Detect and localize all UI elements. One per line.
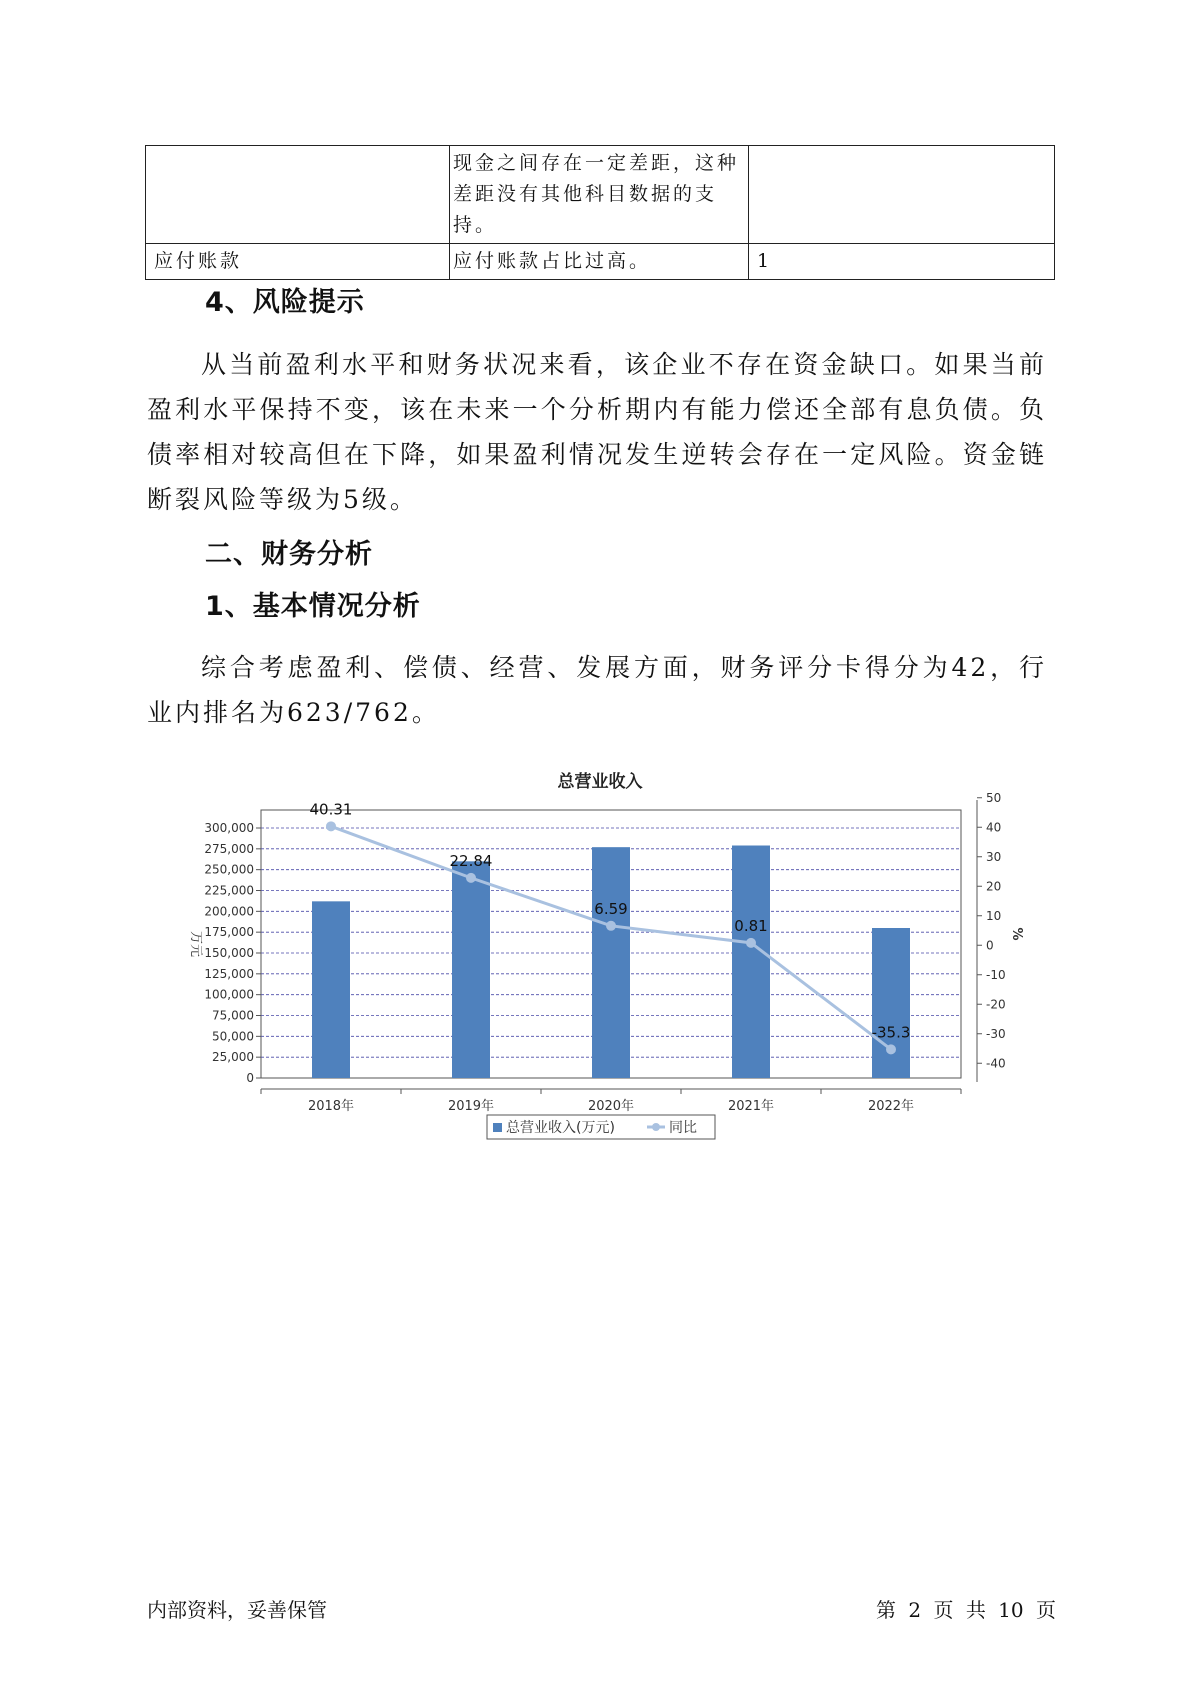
legend-swatch-bar — [493, 1123, 502, 1132]
risk-paragraph: 从当前盈利水平和财务状况来看，该企业不存在资金缺口。如果当前盈利水平保持不变，该在未来一个分析期内有能力偿还全部有息负债。负债率相对较高但在下降，如果盈利情况发生逆转会存在一定风险。资金链断裂风险等级为5级。 — [147, 350, 1047, 514]
y-tick-label: 200,000 — [204, 904, 254, 919]
risk-table — [145, 145, 1055, 280]
y-tick-label: 250,000 — [204, 862, 254, 877]
table-cell-score: 1 — [749, 244, 1055, 280]
y-tick-label: 225,000 — [204, 883, 254, 898]
chart-bars — [312, 846, 910, 1079]
x-tick-label: 2022年 — [867, 1099, 915, 1114]
table-cell-desc: 应付账款占比过高。 — [450, 244, 749, 280]
table-row — [146, 244, 1055, 280]
data-label: 6.59 — [594, 899, 628, 918]
data-label: 40.31 — [309, 800, 353, 819]
section-heading-financial: 二、财务分析 — [205, 539, 373, 570]
bar — [732, 846, 770, 1079]
revenue-chart — [170, 760, 1040, 1220]
yoy-point — [746, 938, 756, 948]
yoy-point — [886, 1044, 896, 1054]
bar — [452, 861, 490, 1078]
y2-tick-label: 30 — [986, 849, 1002, 864]
y-tick-label: 150,000 — [204, 946, 254, 960]
legend-swatch-marker — [652, 1123, 660, 1131]
yoy-point — [326, 821, 336, 831]
table-cell-item: 应付账款 — [146, 244, 450, 280]
chart-legend — [487, 1115, 715, 1139]
y2-tick-label: 40 — [986, 820, 1002, 835]
legend-label: 同比 — [669, 1120, 697, 1136]
bar — [872, 928, 910, 1078]
yoy-point — [606, 921, 616, 931]
footer-page-number: 第 2 页 共 10 页 — [876, 1598, 1056, 1622]
x-tick-label: 2019年 — [447, 1099, 495, 1114]
x-tick-label: 2020年 — [587, 1099, 635, 1114]
data-label: -35.3 — [871, 1023, 911, 1042]
chart-title: 总营业收入 — [557, 772, 643, 792]
y-tick-label: 175,000 — [204, 925, 254, 940]
legend-label: 总营业收入(万元) — [506, 1120, 615, 1136]
y-tick-label: 125,000 — [204, 966, 254, 981]
y2-tick-label: 50 — [986, 790, 1002, 805]
table-cell-score — [749, 146, 1055, 244]
y2-tick-label: -40 — [986, 1056, 1006, 1071]
y-tick-label: 0 — [246, 1071, 254, 1085]
x-tick-label: 2021年 — [727, 1099, 775, 1114]
y-tick-label: 100,000 — [204, 987, 254, 1002]
x-tick-label: 2018年 — [307, 1099, 355, 1114]
data-label: 0.81 — [734, 916, 768, 935]
bar — [592, 847, 630, 1078]
y2-tick-label: -30 — [986, 1026, 1006, 1041]
y-tick-label: 300,000 — [204, 821, 254, 835]
section-heading-risk: 4、风险提示 — [205, 287, 365, 318]
data-label: 22.84 — [449, 851, 493, 870]
y-axis-label: 万元 — [188, 930, 203, 958]
y-tick-label: 50,000 — [212, 1029, 254, 1044]
y2-tick-label: 0 — [986, 938, 994, 953]
table-row — [146, 146, 1055, 244]
y2-tick-label: 20 — [986, 879, 1002, 894]
table-cell-item — [146, 146, 450, 244]
yoy-point — [466, 873, 476, 883]
y2-tick-label: 10 — [986, 908, 1002, 923]
bar — [312, 901, 350, 1078]
y2-tick-label: -10 — [986, 967, 1006, 982]
table-cell-desc: 现金之间存在一定差距，这种差距没有其他科目数据的支持。 — [450, 146, 749, 244]
y-tick-label: 25,000 — [212, 1050, 254, 1065]
y2-axis-label: % — [1009, 927, 1024, 941]
subsection-heading-basic: 1、基本情况分析 — [205, 591, 421, 622]
basic-paragraph: 综合考虑盈利、偿债、经营、发展方面，财务评分卡得分为42，行业内排名为623/762。 — [147, 653, 1047, 727]
footer-confidential: 内部资料，妥善保管 — [147, 1598, 327, 1622]
y-tick-label: 275,000 — [204, 841, 254, 856]
y2-tick-label: -20 — [986, 997, 1006, 1012]
y-tick-label: 75,000 — [212, 1008, 254, 1023]
